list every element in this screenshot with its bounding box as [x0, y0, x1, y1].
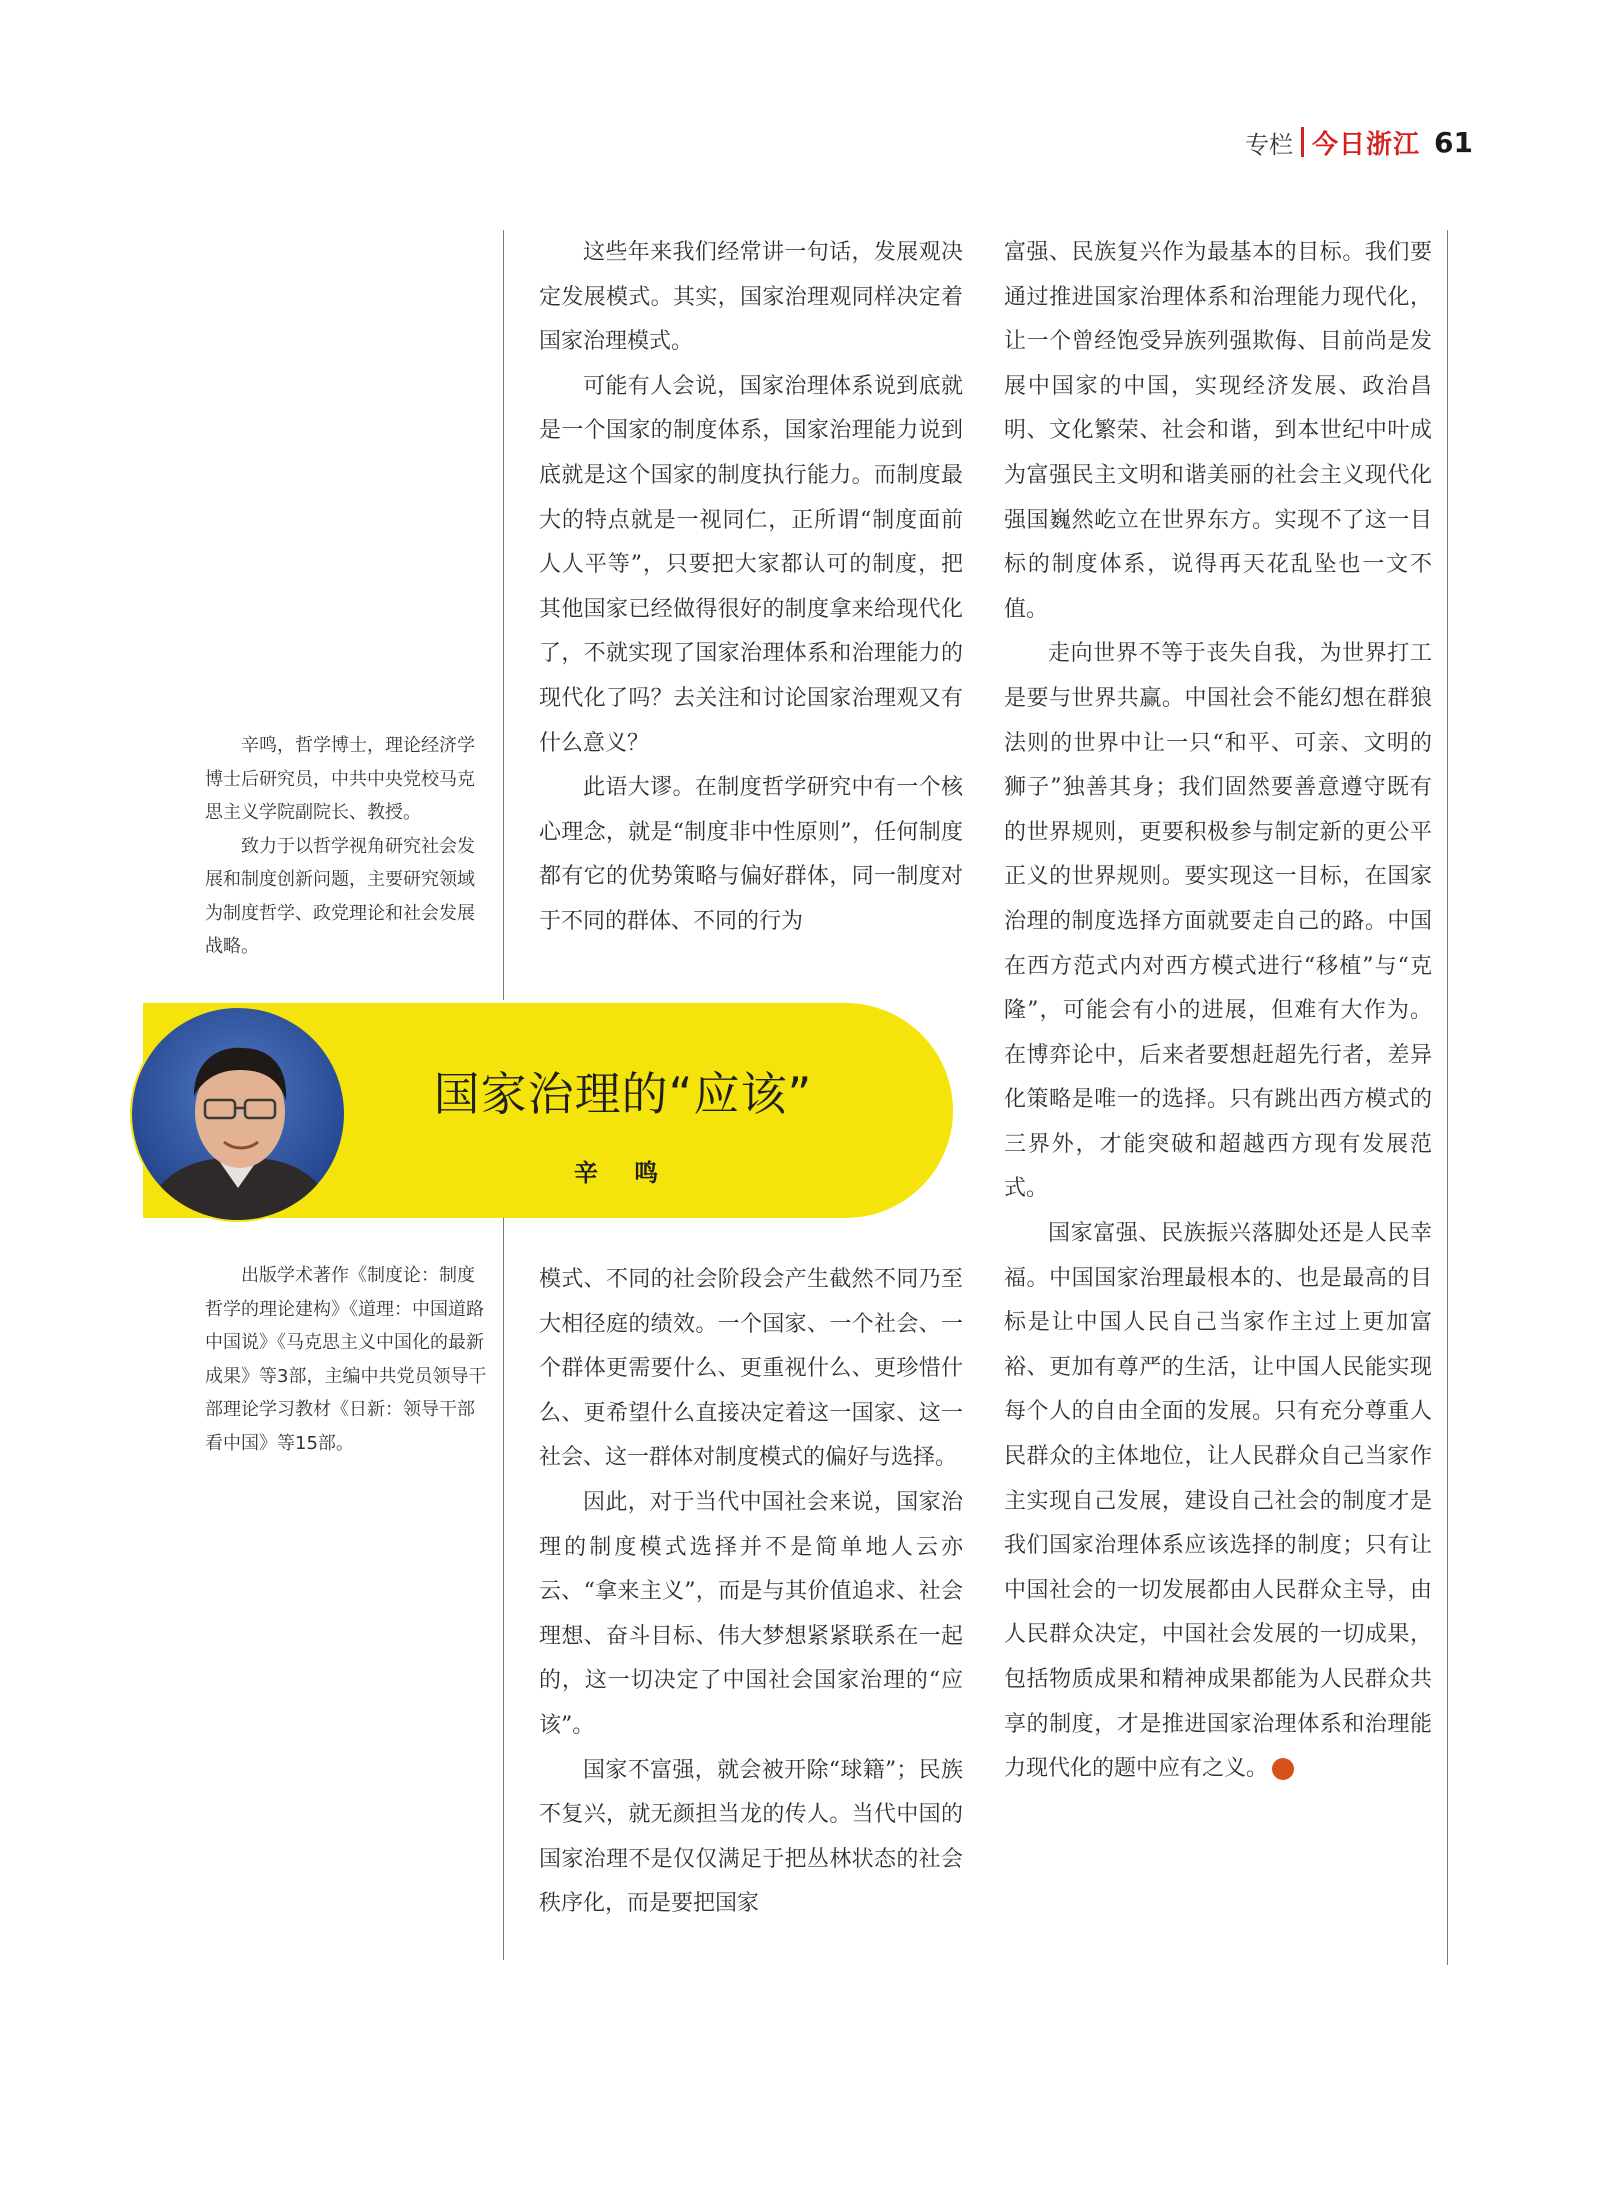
paragraph: 走向世界不等于丧失自我，为世界打工是要与世界共赢。中国社会不能幻想在群狼法则的世界中让一只“和平、可亲、文明的狮子”独善其身；我们固然要善意遵守既有的世界规则，更要积极参与制定新的更公平正义的世界规则。要实现这一目标，在国家治理的制度选择方面就要走自己的路。中国在西方范式内对西方模式进行“移植”与“克隆”，可能会有小的进展，但难有大作为。在博弈论中，后来者要想赶超先行者，差异化策略是唯一的选择。只有跳出西方模式的三界外，才能突破和超越西方现有发展范式。 [1004, 641, 1432, 1202]
end-mark-icon [1272, 1758, 1294, 1780]
article-title: 国家治理的“应该” [433, 1067, 813, 1121]
paragraph-continued: 模式、不同的社会阶段会产生截然不同乃至大相径庭的绩效。一个国家、一个社会、一个群体更需要什么、更重视什么、更珍惜什么、更希望什么直接决定着这一国家、这一社会、这一群体对制度模式的偏好与选择。 [539, 1267, 963, 1471]
bio-research: 致力于以哲学视角研究社会发展和制度创新问题，主要研究领域为制度哲学、政党理论和社会发展战略。 [205, 835, 475, 957]
article-author: 辛 鸣 [573, 1159, 673, 1187]
article-column-1-lower [539, 1258, 963, 1927]
paragraph-continued: 富强、民族复兴作为最基本的目标。我们要通过推进国家治理体系和治理能力现代化，让一个曾经饱受异族列强欺侮、目前尚是发展中国家的中国，实现经济发展、政治昌明、文化繁荣、社会和谐，到本世纪中叶成为富强民主文明和谐美丽的社会主义现代化强国巍然屹立在世界东方。实现不了这一目标的制度体系，说得再天花乱坠也一文不值。 [1004, 240, 1432, 622]
page-number: 61 [1434, 125, 1473, 159]
author-works [205, 1259, 491, 1460]
paragraph [1004, 1212, 1432, 1792]
bio-works: 出版学术著作《制度论：制度哲学的理论建构》《道理：中国道路中国说》《马克思主义中国化的最新成果》等3部，主编中共党员领导干部理论学习教材《日新：领导干部看中国》等15部。 [205, 1265, 487, 1454]
paragraph-text: 国家富强、民族振兴落脚处还是人民幸福。中国国家治理最根本的、也是最高的目标是让中国人民自己当家作主过上更加富裕、更加有尊严的生活，让中国人民能实现每个人的自由全面的发展。只有充分尊重人民群众的主体地位，让人民群众自己当家作主实现自己发展，建设自己社会的制度才是我们国家治理体系应该选择的制度；只有让中国社会的一切发展都由人民群众主导，由人民群众决定，中国社会发展的一切成果，包括物质成果和精神成果都能为人民群众共享的制度，才是推进国家治理体系和治理能力现代化的题中应有之义。 [1004, 1221, 1432, 1782]
column-rule-left [503, 230, 504, 1000]
author-bio [205, 729, 491, 964]
article-column-1-upper [539, 231, 963, 945]
author-portrait [130, 1006, 346, 1222]
paragraph: 此语大谬。在制度哲学研究中有一个核心理念，就是“制度非中性原则”，任何制度都有它的优势策略与偏好群体，同一制度对于不同的群体、不同的行为 [539, 775, 963, 934]
column-rule-right [1447, 230, 1448, 1965]
paragraph: 可能有人会说，国家治理体系说到底就是一个国家的制度体系，国家治理能力说到底就是这个国家的制度执行能力。而制度最大的特点就是一视同仁，正所谓“制度面前人人平等”，只要把大家都认可的制度，把其他国家已经做得很好的制度拿来给现代化了，不就实现了国家治理体系和治理能力的现代化了吗？去关注和讨论国家治理观又有什么意义？ [539, 373, 963, 756]
page-header [1245, 122, 1473, 162]
paragraph: 国家不富强，就会被开除“球籍”；民族不复兴，就无颜担当龙的传人。当代中国的国家治理不是仅仅满足于把丛林状态的社会秩序化，而是要把国家 [539, 1757, 963, 1917]
paragraph: 这些年来我们经常讲一句话，发展观决定发展模式。其实，国家治理观同样决定着国家治理模式。 [539, 240, 963, 355]
article-column-2 [1004, 231, 1432, 1792]
magazine-logo: 今日浙江 [1312, 129, 1421, 160]
paragraph: 因此，对于当代中国社会来说，国家治理的制度模式选择并不是简单地人云亦云、“拿来主义”，而是与其价值追求、社会理想、奋斗目标、伟大梦想紧紧联系在一起的，这一切决定了中国社会国家治理的“应该”。 [539, 1489, 963, 1738]
section-label: 专栏 [1245, 130, 1294, 159]
header-divider [1301, 127, 1304, 157]
column-rule-left-lower [503, 1215, 504, 1960]
bio-intro: 辛鸣，哲学博士，理论经济学博士后研究员，中共中央党校马克思主义学院副院长、教授。 [205, 735, 475, 823]
